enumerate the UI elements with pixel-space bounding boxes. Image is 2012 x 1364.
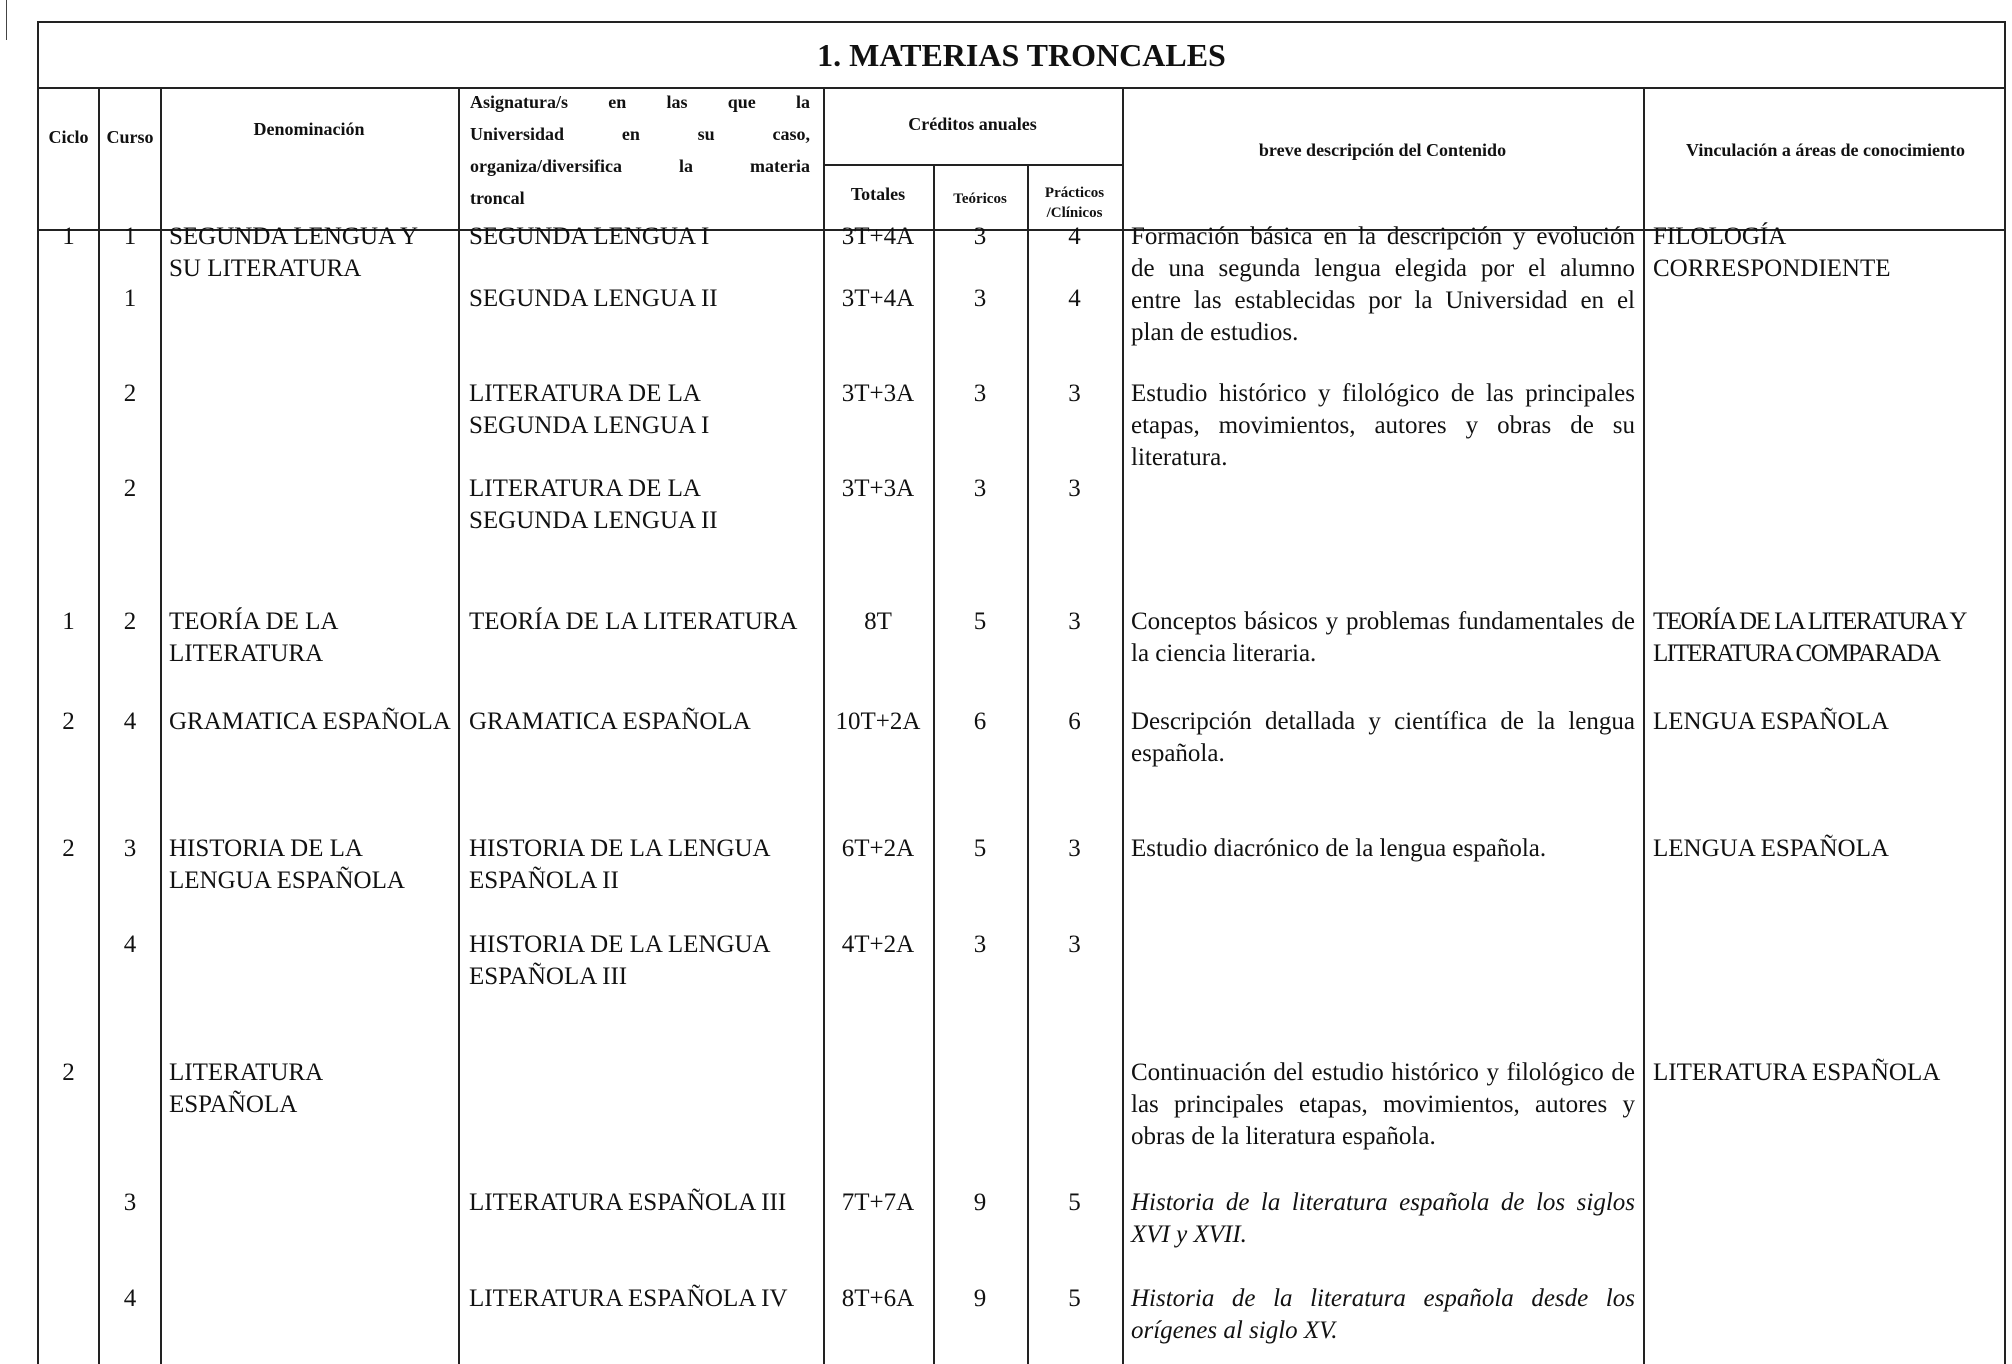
- cell-curso: 2: [123, 475, 137, 502]
- cell-practicos: 3: [1068, 475, 1081, 502]
- cell-descripcion: Historia de la literatura española desde los orígenes al siglo XV.: [1131, 1285, 1635, 1344]
- cell-descripcion: Formación básica en la descripción y evolución de una segunda lengua elegida por el alumno entre las establecidas por la Universidad en el plan de estudios.: [1131, 223, 1635, 346]
- creditos-subheader-line: [823, 164, 1122, 166]
- cell-teoricos: 3: [973, 285, 987, 312]
- cell-descripcion: Estudio histórico y filológico de las principales etapas, movimientos, autores y obras de su literatura.: [1131, 380, 1635, 471]
- header-denominacion: Denominación: [253, 119, 365, 139]
- cell-curso: 4: [123, 1285, 137, 1312]
- cell-totales: 4T+2A: [841, 931, 915, 958]
- cell-practicos: 3: [1068, 380, 1081, 407]
- cell-asignatura: LITERATURA ESPAÑOLA IV: [469, 1285, 788, 1312]
- col-divider-denominacion: [458, 87, 460, 1364]
- header-practicos: [1027, 183, 1122, 223]
- header-practicos-line: /Clínicos: [1046, 205, 1103, 221]
- cell-curso: 1: [123, 223, 137, 250]
- cell-ciclo: 2: [62, 708, 75, 735]
- header-practicos-line: Prácticos: [1044, 185, 1105, 201]
- header-creditos: Créditos anuales: [908, 114, 1037, 134]
- cell-ciclo: 1: [62, 223, 75, 250]
- header-ciclo: Ciclo: [48, 127, 89, 147]
- cell-asignatura: SEGUNDA LENGUA I: [469, 223, 710, 250]
- header-asignatura: [470, 86, 810, 214]
- header-asignatura-line: Universidad en su caso,: [470, 124, 810, 144]
- header-descripcion: breve descripción del Contenido: [1258, 140, 1507, 160]
- cell-teoricos: 5: [973, 608, 987, 635]
- cell-practicos: 4: [1068, 223, 1081, 250]
- col-divider-totales: [933, 164, 935, 1364]
- cell-teoricos: 5: [973, 835, 987, 862]
- cell-asignatura: TEORÍA DE LA LITERATURA: [469, 608, 798, 635]
- cell-curso: 4: [123, 708, 137, 735]
- header-vinculacion: Vinculación a áreas de conocimiento: [1686, 140, 1965, 160]
- cell-practicos: 3: [1068, 608, 1081, 635]
- cell-teoricos: 3: [973, 931, 987, 958]
- cell-curso: 1: [123, 285, 137, 312]
- cell-curso: 2: [123, 380, 137, 407]
- cell-totales: 7T+7A: [841, 1189, 915, 1216]
- cell-asignatura: HISTORIA DE LA LENGUA ESPAÑOLA II: [469, 835, 770, 894]
- cell-vinculacion: FILOLOGÍA CORRESPONDIENTE: [1653, 223, 1891, 282]
- header-asignatura-line: troncal: [470, 188, 525, 208]
- cell-teoricos: 6: [973, 708, 987, 735]
- header-asignatura-line: Asignatura/s en las que la: [470, 92, 810, 112]
- cell-ciclo: 2: [62, 1059, 75, 1086]
- cell-totales: 3T+3A: [841, 475, 915, 502]
- col-divider-curso: [160, 87, 162, 1364]
- cell-descripcion: Historia de la literatura española de los siglos XVI y XVII.: [1131, 1189, 1635, 1248]
- header-totales: Totales: [850, 184, 906, 204]
- cell-denominacion: SEGUNDA LENGUA Y SU LITERATURA: [169, 223, 418, 282]
- materias-troncales-table: [37, 21, 2006, 1364]
- cell-denominacion: LITERATURA ESPAÑOLA: [169, 1059, 322, 1118]
- cell-teoricos: 3: [973, 223, 987, 250]
- header-asignatura-line: organiza/diversifica la materia: [470, 156, 810, 176]
- cell-asignatura: SEGUNDA LENGUA II: [469, 285, 718, 312]
- cell-curso: 3: [123, 1189, 137, 1216]
- cell-teoricos: 3: [973, 475, 987, 502]
- cell-teoricos: 9: [973, 1189, 987, 1216]
- cell-asignatura: LITERATURA DE LA SEGUNDA LENGUA II: [469, 475, 718, 534]
- cell-vinculacion: LITERATURA ESPAÑOLA: [1653, 1059, 1941, 1086]
- cell-vinculacion: LENGUA ESPAÑOLA: [1653, 835, 1889, 862]
- cell-practicos: 5: [1068, 1189, 1081, 1216]
- cell-curso: 4: [123, 931, 137, 958]
- cell-totales: 6T+2A: [841, 835, 915, 862]
- cell-descripcion: Continuación del estudio histórico y filológico de las principales etapas, movimientos, autores y obras de la literatura española.: [1131, 1059, 1635, 1150]
- cell-descripcion: Estudio diacrónico de la lengua española.: [1131, 835, 1547, 862]
- cell-practicos: 4: [1068, 285, 1081, 312]
- cell-totales: 3T+4A: [841, 223, 915, 250]
- cell-denominacion: TEORÍA DE LA LITERATURA: [169, 608, 338, 667]
- cell-totales: 10T+2A: [835, 708, 921, 735]
- margin-mark: [6, 0, 7, 40]
- cell-curso: 2: [123, 608, 137, 635]
- col-divider-creditos: [1122, 87, 1124, 1364]
- cell-denominacion: HISTORIA DE LA LENGUA ESPAÑOLA: [169, 835, 405, 894]
- cell-ciclo: 1: [62, 608, 75, 635]
- cell-totales: 8T+6A: [841, 1285, 915, 1312]
- cell-practicos: 6: [1068, 708, 1081, 735]
- col-divider-teoricos: [1027, 164, 1029, 1364]
- header-curso: Curso: [106, 127, 154, 147]
- cell-curso: 3: [123, 835, 137, 862]
- cell-teoricos: 9: [973, 1285, 987, 1312]
- cell-totales: 8T: [864, 608, 892, 635]
- cell-totales: 3T+3A: [841, 380, 915, 407]
- cell-vinculacion: LENGUA ESPAÑOLA: [1653, 708, 1889, 735]
- cell-descripcion: Conceptos básicos y problemas fundamentales de la ciencia literaria.: [1131, 608, 1635, 667]
- cell-descripcion: Descripción detallada y científica de la lengua española.: [1131, 708, 1635, 767]
- cell-practicos: 3: [1068, 931, 1081, 958]
- cell-asignatura: GRAMATICA ESPAÑOLA: [469, 708, 751, 735]
- cell-vinculacion: TEORÍA DE LA LITERATURA Y LITERATURA COMPARADA: [1653, 608, 1966, 667]
- table-title: 1. MATERIAS TRONCALES: [39, 23, 2004, 89]
- header-teoricos: Teóricos: [953, 191, 1007, 207]
- cell-practicos: 3: [1068, 835, 1081, 862]
- col-divider-descripcion: [1643, 87, 1645, 1364]
- cell-asignatura: LITERATURA ESPAÑOLA III: [469, 1189, 787, 1216]
- cell-asignatura: LITERATURA DE LA SEGUNDA LENGUA I: [469, 380, 710, 439]
- cell-asignatura: HISTORIA DE LA LENGUA ESPAÑOLA III: [469, 931, 770, 990]
- cell-practicos: 5: [1068, 1285, 1081, 1312]
- cell-denominacion: GRAMATICA ESPAÑOLA: [169, 708, 451, 735]
- cell-ciclo: 2: [62, 835, 75, 862]
- cell-totales: 3T+4A: [841, 285, 915, 312]
- cell-teoricos: 3: [973, 380, 987, 407]
